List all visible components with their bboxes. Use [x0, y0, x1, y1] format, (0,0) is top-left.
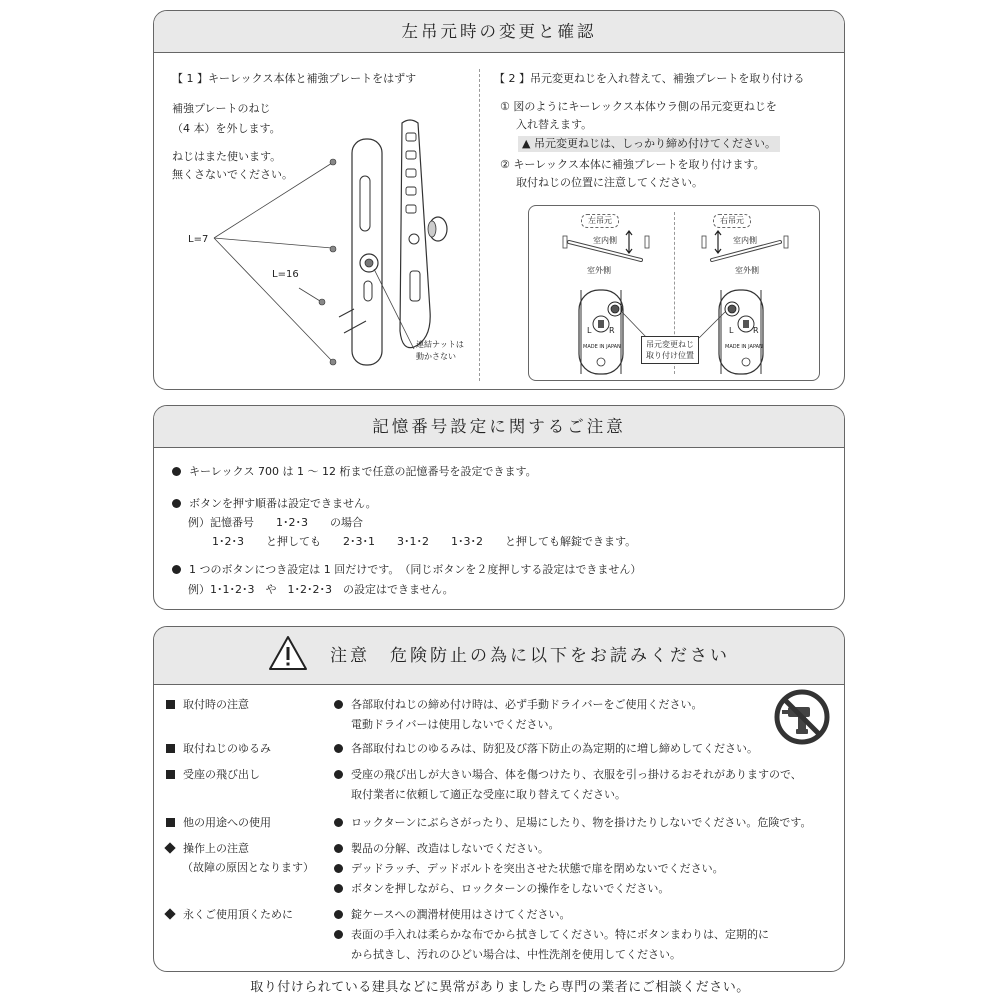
caution-label-2 — [166, 765, 260, 785]
screw-caption-a: 吊元変更ねじ — [646, 340, 694, 349]
caution-item-text: 製品の分解、改造はしないでください。 — [351, 842, 549, 855]
bullet-icon — [334, 844, 343, 853]
step1-text-2b: 無くさないでください。 — [172, 168, 293, 181]
bullet-icon — [334, 818, 343, 827]
left-indoor-label: 室内側 — [593, 236, 617, 245]
bullet-icon — [172, 565, 181, 574]
step1-text-1b: （4 本）を外します。 — [172, 122, 281, 135]
step2-warning — [518, 136, 780, 152]
square-bullet-icon — [166, 744, 175, 753]
section-code-setting — [153, 405, 845, 610]
bullet-icon — [334, 700, 343, 709]
step2-item1a: ① 図のようにキーレックス本体ウラ側の吊元変更ねじを — [500, 100, 777, 113]
left-l-mark: L — [587, 326, 592, 335]
diamond-bullet-icon — [164, 842, 175, 853]
caution-items-2 — [334, 765, 802, 805]
section-hinge-change — [153, 10, 845, 390]
square-bullet-icon — [166, 770, 175, 779]
caution-label-text: 取付時の注意 — [183, 698, 249, 711]
code-note-2 — [172, 494, 377, 514]
warning-triangle-icon — [268, 635, 308, 671]
left-outdoor-label: 室外側 — [587, 266, 611, 275]
step2-item1b: 入れ替えます。 — [516, 118, 593, 131]
caution-label-1 — [166, 739, 271, 759]
left-made-in: MADE IN JAPAN — [583, 344, 621, 350]
caution-item-text: 各部取付ねじの締め付け時は、必ず手動ドライバーをご使用ください。 — [351, 698, 703, 711]
footer-notice: 取り付けられている建具などに異常がありましたら専門の業者にご相談ください。 — [250, 980, 750, 995]
section-safety-caution — [153, 626, 845, 972]
caution-items-5 — [334, 905, 769, 965]
bullet-icon — [334, 884, 343, 893]
caution-label-4 — [166, 839, 249, 859]
screw-caption-b: 取り付け位置 — [646, 351, 694, 360]
step-divider — [479, 69, 480, 381]
caution-item-text: 表面の手入れは柔らかな布でから拭きしてください。特にボタンまわりは、定期的に — [351, 928, 769, 941]
square-bullet-icon — [166, 700, 175, 709]
caution-item-text: 受座の飛び出しが大きい場合、体を傷つけたり、衣服を引っ掛けるおそれがありますので、 — [351, 768, 802, 781]
code-note-3-text: 1 つのボタンにつき設定は 1 回だけです。 （同じボタンを２度押しする設定はできません） — [189, 563, 642, 576]
right-l-mark: L — [729, 326, 734, 335]
caution-items-0 — [334, 695, 702, 735]
caution-item-text: 各部取付ねじのゆるみは、防犯及び落下防止の為定期的に増し締めしてください。 — [351, 742, 758, 755]
caution-item-text: ボタンを押しながら、ロックターンの操作をしないでください。 — [351, 882, 670, 895]
bullet-icon — [334, 744, 343, 753]
diamond-bullet-icon — [164, 908, 175, 919]
hinge-diagram — [528, 205, 820, 381]
step2-item2b: 取付ねじの位置に注意してください。 — [516, 176, 703, 189]
left-r-mark: R — [609, 326, 615, 335]
right-r-mark: R — [753, 326, 759, 335]
code-note-3-example: 例）1･1･2･3 や 1･2･2･3 の設定はできません。 — [188, 583, 454, 596]
caution-items-1 — [334, 739, 758, 759]
right-indoor-label: 室内側 — [733, 236, 757, 245]
square-bullet-icon — [166, 818, 175, 827]
bullet-icon — [334, 864, 343, 873]
section-title: 記憶番号設定に関するご注意 — [154, 406, 844, 448]
caution-items-3 — [334, 813, 811, 833]
section-title: 左吊元時の変更と確認 — [154, 11, 844, 53]
step2-heading: 【 2 】吊元変更ねじを入れ替えて、補強プレートを取り付ける — [494, 72, 805, 85]
caution-label-text: 他の用途への使用 — [183, 816, 271, 829]
code-note-1 — [172, 462, 537, 482]
caution-label-5 — [166, 905, 293, 925]
label-l16: L=16 — [272, 269, 299, 280]
no-power-drill-icon — [774, 689, 830, 745]
bullet-icon — [172, 499, 181, 508]
bullet-icon — [334, 770, 343, 779]
caution-item-cont: から拭きし、汚れのひどい場合は、中性洗剤を使用してください。 — [351, 948, 681, 961]
step2-item2a: ② キーレックス本体に補強プレートを取り付けます。 — [500, 158, 765, 171]
right-made-in: MADE IN JAPAN — [725, 344, 763, 350]
caution-header — [154, 627, 844, 685]
bullet-icon — [334, 910, 343, 919]
code-note-2-text: ボタンを押す順番は設定できません。 — [189, 497, 377, 510]
nut-caption-b: 動かさない — [416, 352, 456, 361]
caution-label-text: 操作上の注意 — [183, 842, 249, 855]
right-outdoor-label: 室外側 — [735, 266, 759, 275]
caution-item-text: ロックターンにぶらさがったり、足場にしたり、物を掛けたりしないでください。危険です。 — [351, 816, 812, 829]
code-note-2-example-2: 1･2･3 と押しても 2･3･1 3･1･2 1･3･2 と押しても解錠できます。 — [212, 535, 637, 548]
step1-heading: 【 1 】キーレックス本体と補強プレートをはずす — [172, 72, 417, 85]
caution-label-text: 取付ねじのゆるみ — [183, 742, 271, 755]
caution-item-cont: 取付業者に依頼して適正な受座に取り替えてください。 — [351, 788, 626, 801]
step1-text-1a: 補強プレートのねじ — [172, 102, 271, 115]
caution-label-text: 受座の飛び出し — [183, 768, 260, 781]
caution-items-4 — [334, 839, 724, 899]
bullet-icon — [172, 467, 181, 476]
right-hinge-label: 右吊元 — [713, 214, 751, 228]
caution-label-text: 永くご使用頂くために — [183, 908, 293, 921]
nut-caption-a: 連結ナットは — [416, 340, 464, 349]
label-l7: L=7 — [188, 234, 209, 245]
caution-label-3 — [166, 813, 271, 833]
code-note-3 — [172, 560, 641, 580]
screw-position-caption — [641, 336, 699, 364]
step1-text-2a: ねじはまた使います。 — [172, 150, 282, 163]
caution-item-text: 錠ケースへの潤滑材使用はさけてください。 — [351, 908, 571, 921]
bullet-icon — [334, 930, 343, 939]
caution-item-text: デッドラッチ、デッドボルトを突出させた状態で扉を閉めないでください。 — [351, 862, 724, 875]
step2-warning-text: 吊元変更ねじは、しっかり締め付けてください。 — [533, 137, 776, 150]
code-note-1-text: キーレックス 700 は 1 〜 12 桁まで任意の記憶番号を設定できます。 — [189, 465, 537, 478]
section-title: 注意 危険防止の為に以下をお読みください — [330, 646, 730, 666]
caution-item-cont: 電動ドライバーは使用しないでください。 — [351, 718, 560, 731]
caution-label-0 — [166, 695, 249, 715]
left-hinge-label: 左吊元 — [581, 214, 619, 228]
warning-triangle-icon: ▲ — [522, 137, 531, 150]
code-note-2-example-1: 例）記憶番号 1･2･3 の場合 — [188, 516, 363, 529]
caution-sublabel-4: （故障の原因となります） — [182, 861, 314, 874]
